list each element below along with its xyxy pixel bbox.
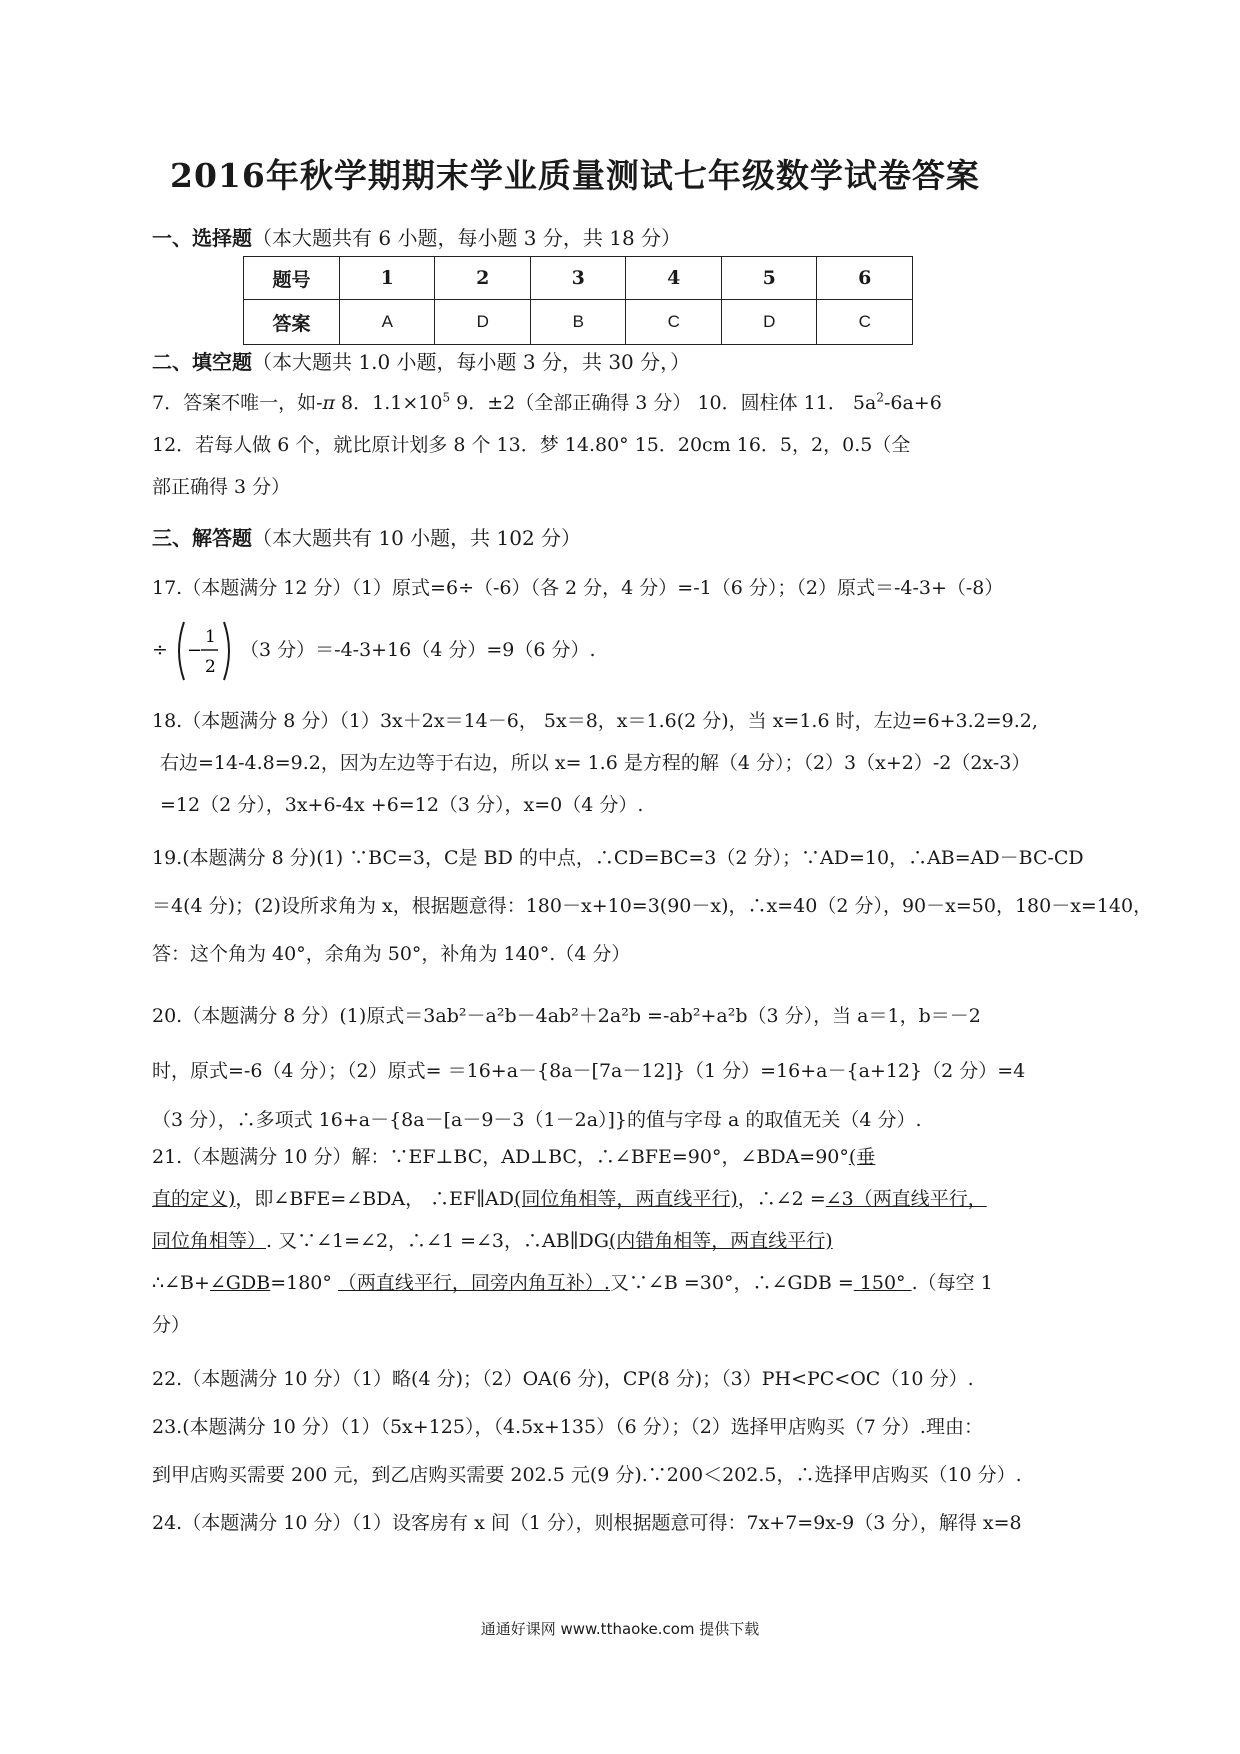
fill-answers-line-2: 12．若每人做 6 个，就比原计划多 8 个 13．梦 14.80° 15．20cm 16．5，2，0.5（全 <box>152 434 911 456</box>
q17-line-2 <box>152 618 1102 684</box>
fill-text: -6a+6 <box>883 392 942 414</box>
table-cell-answer: D <box>435 300 531 345</box>
pi-symbol: π <box>322 392 336 414</box>
q21-text: . 又∵∠1=∠2，∴∠1 =∠3，∴AB∥DG <box>266 1230 609 1252</box>
q19-line-3: 答：这个角为 40°，余角为 50°，补角为 140°.（4 分） <box>152 943 631 965</box>
fill-text: 8．1.1×10 <box>335 392 443 414</box>
table-row-numbers <box>244 257 913 300</box>
q21-line-4 <box>152 1268 1102 1295</box>
q18-line-3: =12（2 分），3x+6-4x +6=12（3 分），x=0（4 分）. <box>160 794 644 816</box>
numerator: 1 <box>204 627 216 647</box>
q21-line-3 <box>152 1226 1102 1253</box>
section-2-heading <box>152 346 690 375</box>
q19-line-1: 19.(本题满分 8 分)(1) ∵BC=3，C是 BD 的中点，∴CD=BC=3（2 分）；∵AD=10，∴AB=AD－BC-CD <box>152 847 1084 869</box>
q21-line-2 <box>152 1184 1102 1211</box>
q18-line-2: 右边=14-4.8=9.2，因为左边等于右边，所以 x= 1.6 是方程的解（4 分）；（2）3（x+2）-2（2x-3） <box>160 752 1031 774</box>
q21-text: ，∴∠2 = <box>737 1188 826 1210</box>
q17-text: （3 分）＝-4-3+16（4 分）=9（6 分）. <box>240 639 596 661</box>
section-3-label: 三、解答题 <box>152 526 252 550</box>
section-1-label: 一、选择题 <box>152 226 252 250</box>
table-cell-number: 4 <box>626 257 722 300</box>
q23-line-1: 23.(本题满分 10 分）（1）（5x+125），（4.5x+135）（6 分）；（2）选择甲店购买（7 分）.理由： <box>152 1416 983 1438</box>
table-cell-answer: C <box>817 300 913 345</box>
table-cell-number: 2 <box>435 257 531 300</box>
table-cell-number: 3 <box>530 257 626 300</box>
table-cell-number: 1 <box>339 257 435 300</box>
q24-line-1: 24.（本题满分 10 分）（1）设客房有 x 间（1 分），则根据题意可得：7x+7=9x-9（3 分），解得 x=8 <box>152 1512 1022 1534</box>
table-cell-answer: A <box>339 300 435 345</box>
q21-blank: 同位角相等） <box>152 1230 267 1252</box>
q21-text: =180° <box>270 1272 338 1294</box>
section-3-heading <box>152 522 581 551</box>
table-header-label: 答案 <box>244 300 340 345</box>
fraction-graphic <box>174 618 234 684</box>
q21-blank: (同位角相等，两直线平行) <box>513 1188 738 1210</box>
q20-line-1: 20.（本题满分 8 分）(1)原式＝3ab²－a²b－4ab²＋2a²b =-ab²+a²b（3 分），当 a＝1，b＝－2 <box>152 1005 981 1027</box>
table-cell-answer: C <box>626 300 722 345</box>
q21-blank: (垂 <box>848 1146 876 1168</box>
section-1-heading <box>152 222 681 251</box>
q21-line-1 <box>152 1142 1102 1169</box>
minus-sign: − <box>186 640 203 661</box>
fill-answers-line-1 <box>152 388 1102 415</box>
table-cell-answer: D <box>721 300 817 345</box>
q21-blank: 直的定义) <box>152 1188 236 1210</box>
q21-text: ，即∠BFE=∠BDA， ∴EF∥AD <box>235 1188 514 1210</box>
denominator: 2 <box>204 657 216 677</box>
table-header-label: 题号 <box>244 257 340 300</box>
q21-blank: 150° <box>853 1272 912 1294</box>
fill-text: 9．±2（全部正确得 3 分） 10．圆柱体 11． 5a <box>450 392 877 414</box>
footer-source: 通通好课网 www.tthaoke.com 提供下载 <box>480 1620 760 1638</box>
q22-line: 22.（本题满分 10 分）（1）略(4 分)；（2）OA(6 分)，CP(8 分)；（3）PH<PC<OC（10 分）. <box>152 1368 974 1390</box>
q21-text: .（每空 1 <box>911 1272 993 1294</box>
q20-line-3: （3 分），∴多项式 16+a－{8a－[a－9－3（1－2a）]}的值与字母 a 的取值无关（4 分）. <box>152 1109 922 1131</box>
table-cell-number: 6 <box>817 257 913 300</box>
q20-line-2: 时，原式=-6（4 分）；（2）原式= ＝16+a－{8a－[7a－12]}（1 分）=16+a－{a+12}（2 分）=4 <box>152 1060 1026 1082</box>
section-2-note: （本大题共 1.0 小题，每小题 3 分，共 30 分，） <box>252 350 691 374</box>
q21-blank: ∠GDB <box>209 1272 271 1294</box>
q21-text: 又∵∠B =30°，∴∠GDB = <box>609 1272 854 1294</box>
exponent: 5 <box>442 390 451 405</box>
exponent: 2 <box>876 390 884 405</box>
q23-line-2: 到甲店购买需要 200 元，到乙店购买需要 202.5 元(9 分).∵200＜202.5，∴选择甲店购买（10 分）. <box>152 1464 1022 1486</box>
section-3-note: （本大题共有 10 小题，共 102 分） <box>252 526 582 550</box>
q21-text: ∴∠B+ <box>152 1272 210 1294</box>
q21-blank: (内错角相等，两直线平行) <box>608 1230 833 1252</box>
fill-answers-line-3: 部正确得 3 分） <box>152 476 291 498</box>
table-row-answers <box>244 300 913 345</box>
choice-answer-table <box>243 256 913 345</box>
q17-line-1: 17.（本题满分 12 分）（1）原式=6÷（-6）（各 2 分，4 分）=-1（6 分）；（2）原式＝-4-3+（-8） <box>152 577 1004 599</box>
q21-text: 21.（本题满分 10 分）解：∵EF⊥BC，AD⊥BC，∴∠BFE=90°，∠BDA=90° <box>152 1146 849 1168</box>
table-cell-number: 5 <box>721 257 817 300</box>
fill-text: 7．答案不唯一，如- <box>152 392 323 414</box>
q21-blank: （两直线平行，同旁内角互补）. <box>337 1272 610 1294</box>
q21-line-5: 分） <box>152 1314 191 1336</box>
q21-blank: ∠3（两直线平行， <box>825 1188 987 1210</box>
table-cell-answer: B <box>530 300 626 345</box>
q19-line-2: ＝4(4 分)；(2)设所求角为 x，根据题意得：180－x+10=3(90－x)，∴x=40（2 分），90－x=50，180－x=140， <box>152 895 1153 917</box>
q18-line-1: 18.（本题满分 8 分）（1）3x＋2x＝14－6， 5x＝8，x＝1.6(2 分)，当 x=1.6 时，左边=6+3.2=9.2, <box>152 710 1038 732</box>
fraction-neg-half <box>174 618 234 684</box>
divide-sign: ÷ <box>152 639 168 661</box>
page-title: 2016年秋学期期末学业质量测试七年级数学试卷答案 <box>170 156 980 195</box>
section-2-label: 二、填空题 <box>152 350 252 374</box>
section-1-note: （本大题共有 6 小题，每小题 3 分，共 18 分） <box>252 226 682 250</box>
